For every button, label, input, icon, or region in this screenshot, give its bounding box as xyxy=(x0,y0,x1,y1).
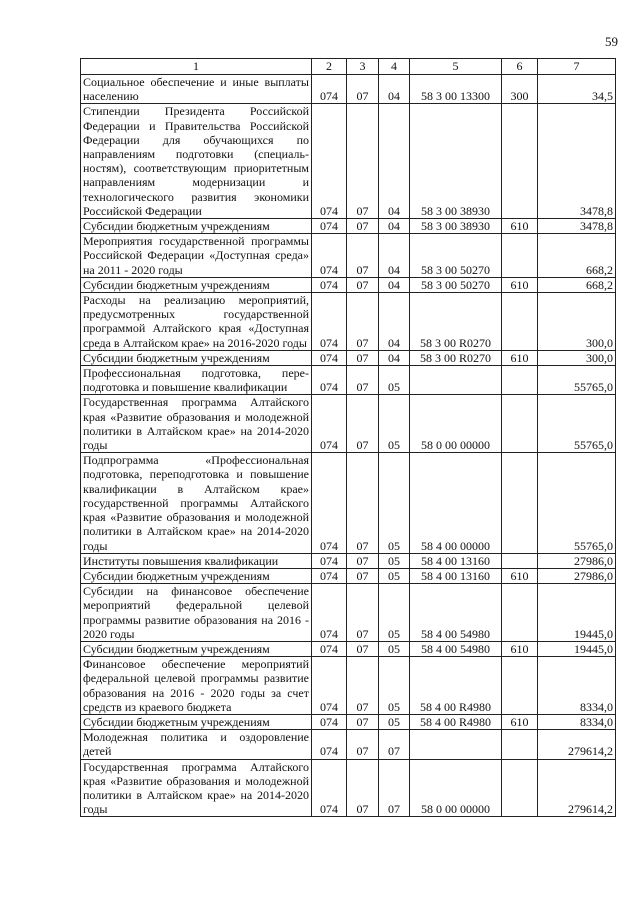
row-name-cell: Субсидии бюджетным учреждениям xyxy=(81,277,312,292)
table-row xyxy=(81,568,616,583)
subsection-code-cell: 05 xyxy=(379,366,410,395)
target-article-cell: 58 4 00 R4980 xyxy=(410,714,502,729)
amount-cell: 8334,0 xyxy=(538,714,616,729)
row-name-cell: Финансовое обеспечение мероприятий федеральной целевой программы развитие образования на 2016 - 2020 годы за счет средств из краевого бюджета xyxy=(81,657,312,715)
table-row xyxy=(81,234,616,278)
header-cell-2: 2 xyxy=(312,59,347,75)
row-name-cell: Расходы на реализацию мероприятий, предусмотренных государственной программой Алтайского края «Доступная среда в Алтайском крае» на 2016-2020 годы xyxy=(81,293,312,351)
expense-kind-cell: 610 xyxy=(502,568,538,583)
amount-cell: 27986,0 xyxy=(538,568,616,583)
amount-cell: 19445,0 xyxy=(538,641,616,656)
table-row xyxy=(81,584,616,642)
target-article-cell: 58 3 00 50270 xyxy=(410,277,502,292)
subsection-code-cell: 05 xyxy=(379,568,410,583)
table-row xyxy=(81,553,616,568)
expense-kind-cell: 610 xyxy=(502,714,538,729)
table-row xyxy=(81,350,616,365)
section-code-cell: 07 xyxy=(347,350,379,365)
amount-cell: 300,0 xyxy=(538,293,616,351)
subsection-code-cell: 05 xyxy=(379,657,410,715)
section-code-cell: 07 xyxy=(347,453,379,553)
admin-code-cell: 074 xyxy=(312,641,347,656)
admin-code-cell: 074 xyxy=(312,584,347,642)
subsection-code-cell: 04 xyxy=(379,293,410,351)
target-article-cell: 58 3 00 13300 xyxy=(410,75,502,104)
row-name-cell: Социальное обеспечение и иные выплаты населению xyxy=(81,75,312,104)
table-row xyxy=(81,730,616,759)
expense-kind-cell xyxy=(502,293,538,351)
target-article-cell: 58 4 00 13160 xyxy=(410,568,502,583)
admin-code-cell: 074 xyxy=(312,350,347,365)
section-code-cell: 07 xyxy=(347,641,379,656)
row-name-cell: Субсидии на финансовое обеспечение мероприятий федеральной целевой программы развитие образования на 2016 - 2020 годы xyxy=(81,584,312,642)
section-code-cell: 07 xyxy=(347,277,379,292)
row-name-cell: Субсидии бюджетным учреждениям xyxy=(81,568,312,583)
table-row xyxy=(81,714,616,729)
admin-code-cell: 074 xyxy=(312,395,347,453)
expense-kind-cell xyxy=(502,366,538,395)
admin-code-cell: 074 xyxy=(312,293,347,351)
subsection-code-cell: 05 xyxy=(379,584,410,642)
target-article-cell xyxy=(410,730,502,759)
target-article-cell: 58 4 00 54980 xyxy=(410,584,502,642)
subsection-code-cell: 05 xyxy=(379,553,410,568)
amount-cell: 668,2 xyxy=(538,277,616,292)
amount-cell: 34,5 xyxy=(538,75,616,104)
table-body xyxy=(81,75,616,817)
table-row xyxy=(81,277,616,292)
amount-cell: 55765,0 xyxy=(538,395,616,453)
expense-kind-cell: 610 xyxy=(502,641,538,656)
subsection-code-cell: 07 xyxy=(379,759,410,817)
target-article-cell: 58 4 00 54980 xyxy=(410,641,502,656)
row-name-cell: Государственная программа Алтайского края «Развитие образования и молодежной политики в Алтайском крае» на 2014-2020 годы xyxy=(81,395,312,453)
row-name-cell: Субсидии бюджетным учреждениям xyxy=(81,714,312,729)
table-row xyxy=(81,75,616,104)
expense-kind-cell xyxy=(502,657,538,715)
subsection-code-cell: 04 xyxy=(379,75,410,104)
subsection-code-cell: 07 xyxy=(379,730,410,759)
section-code-cell: 07 xyxy=(347,568,379,583)
row-name-cell: Стипендии Президента Российской Федерации и Правительства Российской Федерации для обучающихся по направлениям подготовки (специальностям), соответствующим приоритетным направлениям модернизации и технологического развития экономики Российской Федерации xyxy=(81,104,312,219)
row-name-cell: Молодежная политика и оздоровление детей xyxy=(81,730,312,759)
expense-kind-cell xyxy=(502,730,538,759)
admin-code-cell: 074 xyxy=(312,759,347,817)
admin-code-cell: 074 xyxy=(312,219,347,234)
admin-code-cell: 074 xyxy=(312,553,347,568)
row-name-cell: Субсидии бюджетным учреждениям xyxy=(81,219,312,234)
table-row xyxy=(81,219,616,234)
section-code-cell: 07 xyxy=(347,75,379,104)
expense-kind-cell: 610 xyxy=(502,277,538,292)
expense-kind-cell: 610 xyxy=(502,219,538,234)
amount-cell: 668,2 xyxy=(538,234,616,278)
admin-code-cell: 074 xyxy=(312,453,347,553)
header-cell-5: 5 xyxy=(410,59,502,75)
amount-cell: 3478,8 xyxy=(538,104,616,219)
table-row xyxy=(81,453,616,553)
target-article-cell: 58 3 00 38930 xyxy=(410,219,502,234)
table-row xyxy=(81,104,616,219)
row-name-cell: Субсидии бюджетным учреждениям xyxy=(81,350,312,365)
expense-kind-cell xyxy=(502,104,538,219)
target-article-cell: 58 4 00 R4980 xyxy=(410,657,502,715)
amount-cell: 55765,0 xyxy=(538,453,616,553)
section-code-cell: 07 xyxy=(347,234,379,278)
expense-kind-cell xyxy=(502,234,538,278)
admin-code-cell: 074 xyxy=(312,234,347,278)
amount-cell: 279614,2 xyxy=(538,759,616,817)
row-name-cell: Государственная программа Алтайского края «Развитие образования и молодежной политики в Алтайском крае» на 2014-2020 годы xyxy=(81,759,312,817)
row-name-cell: Институты повышения квалификации xyxy=(81,553,312,568)
section-code-cell: 07 xyxy=(347,657,379,715)
target-article-cell: 58 3 00 50270 xyxy=(410,234,502,278)
subsection-code-cell: 05 xyxy=(379,714,410,729)
subsection-code-cell: 05 xyxy=(379,641,410,656)
section-code-cell: 07 xyxy=(347,104,379,219)
table-row xyxy=(81,641,616,656)
amount-cell: 300,0 xyxy=(538,350,616,365)
subsection-code-cell: 05 xyxy=(379,395,410,453)
expense-kind-cell xyxy=(502,759,538,817)
section-code-cell: 07 xyxy=(347,714,379,729)
admin-code-cell: 074 xyxy=(312,730,347,759)
subsection-code-cell: 04 xyxy=(379,104,410,219)
amount-cell: 8334,0 xyxy=(538,657,616,715)
header-cell-4: 4 xyxy=(379,59,410,75)
target-article-cell: 58 4 00 00000 xyxy=(410,453,502,553)
table-row xyxy=(81,293,616,351)
target-article-cell xyxy=(410,366,502,395)
admin-code-cell: 074 xyxy=(312,75,347,104)
admin-code-cell: 074 xyxy=(312,104,347,219)
expense-kind-cell xyxy=(502,553,538,568)
expense-kind-cell: 610 xyxy=(502,350,538,365)
amount-cell: 279614,2 xyxy=(538,730,616,759)
header-cell-1: 1 xyxy=(81,59,312,75)
section-code-cell: 07 xyxy=(347,395,379,453)
expense-kind-cell xyxy=(502,453,538,553)
admin-code-cell: 074 xyxy=(312,366,347,395)
section-code-cell: 07 xyxy=(347,584,379,642)
row-name-cell: Субсидии бюджетным учреждениям xyxy=(81,641,312,656)
section-code-cell: 07 xyxy=(347,219,379,234)
subsection-code-cell: 04 xyxy=(379,277,410,292)
header-cell-6: 6 xyxy=(502,59,538,75)
expense-kind-cell xyxy=(502,395,538,453)
table-row xyxy=(81,759,616,817)
header-row xyxy=(81,59,616,75)
section-code-cell: 07 xyxy=(347,730,379,759)
section-code-cell: 07 xyxy=(347,759,379,817)
section-code-cell: 07 xyxy=(347,553,379,568)
budget-table xyxy=(80,58,616,817)
admin-code-cell: 074 xyxy=(312,714,347,729)
admin-code-cell: 074 xyxy=(312,657,347,715)
expense-kind-cell xyxy=(502,584,538,642)
row-name-cell: Профессиональная подготовка, переподготовка и повышение квалификации xyxy=(81,366,312,395)
section-code-cell: 07 xyxy=(347,366,379,395)
table-row xyxy=(81,657,616,715)
target-article-cell: 58 0 00 00000 xyxy=(410,395,502,453)
header-cell-7: 7 xyxy=(538,59,616,75)
row-name-cell: Подпрограмма «Профессиональная подготовка, переподготовка и повышение квалификации в Алтайском крае» государственной программы Алтайского края «Развитие образования и молодежной политики в Алтайском крае» на 2014-2020 годы xyxy=(81,453,312,553)
amount-cell: 27986,0 xyxy=(538,553,616,568)
amount-cell: 19445,0 xyxy=(538,584,616,642)
section-code-cell: 07 xyxy=(347,293,379,351)
admin-code-cell: 074 xyxy=(312,568,347,583)
row-name-cell: Мероприятия государственной программы Российской Федерации «Доступная среда» на 2011 - 2020 годы xyxy=(81,234,312,278)
amount-cell: 55765,0 xyxy=(538,366,616,395)
expense-kind-cell: 300 xyxy=(502,75,538,104)
target-article-cell: 58 3 00 R0270 xyxy=(410,293,502,351)
admin-code-cell: 074 xyxy=(312,277,347,292)
table-row xyxy=(81,366,616,395)
target-article-cell: 58 4 00 13160 xyxy=(410,553,502,568)
subsection-code-cell: 05 xyxy=(379,453,410,553)
amount-cell: 3478,8 xyxy=(538,219,616,234)
table-row xyxy=(81,395,616,453)
subsection-code-cell: 04 xyxy=(379,350,410,365)
target-article-cell: 58 3 00 R0270 xyxy=(410,350,502,365)
subsection-code-cell: 04 xyxy=(379,234,410,278)
target-article-cell: 58 3 00 38930 xyxy=(410,104,502,219)
target-article-cell: 58 0 00 00000 xyxy=(410,759,502,817)
page-number: 59 xyxy=(605,34,618,49)
header-cell-3: 3 xyxy=(347,59,379,75)
subsection-code-cell: 04 xyxy=(379,219,410,234)
